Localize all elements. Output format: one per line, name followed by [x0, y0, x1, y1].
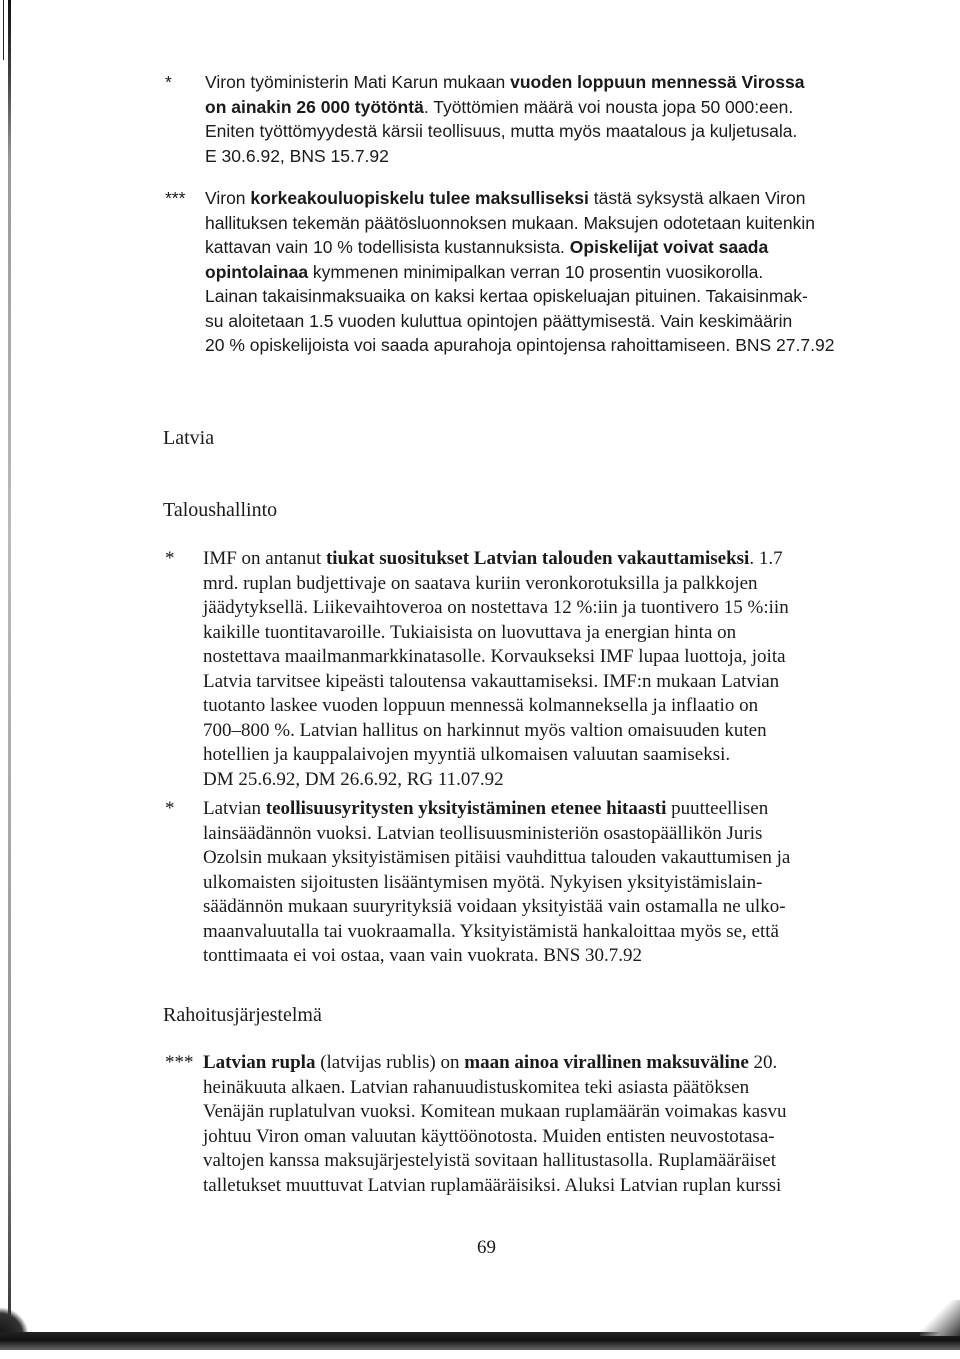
item-text: IMF on antanut tiukat suositukset Latvian talouden vakauttamiseksi. 1.7 mrd. ruplan budjettivaje on saatava kuriin veronkorotuksilla ja palkkojen jäädytyksellä. Liikevaihtoveroa on nostettava 12 %:iin ja tuontivero 15 %:iin kaikille tuontitavaroille. Tukiaisista on luovuttava ja energian hinta on nostettava maailmanmarkkinatasolle. Korvaukseksi IMF lupaa luottoja, joita Latvia tarvitsee kipeästi taloutensa vakauttamiseksi. IMF:n mukaan Latvian tuotanto laskee vuoden loppuun mennessä kolmanneksella ja inflaatio on 700–800 %. Latvian hallitus on harkinnut myös valtion omaisuuden kuten hotellien ja kauppalaivojen myyntiä ulkomaisen valuutan saamiseksi. DM 25.6.92, DM 26.6.92, RG 11.07.92 [203, 548, 789, 790]
scan-shadow-left-top [3, 0, 4, 60]
item-text: Latvian teollisuusyritysten yksityistäminen etenee hitaasti puutteellisen lainsäädännön vuoksi. Latvian teollisuusministeriön osastopäällikön Juris Ozolsin mukaan yksityistämisen pitäisi vauhdittua talouden vakauttumisen ja ulkomaisten sijoitusten lisääntymisen myötä. Nykyisen yksityistämislain- säädännön mukaan suuryrityksiä voidaan yksityistää vain ostamalla ne ulko- maanvaluutalla tai vuokraamalla. Yksityistämistä hankaloittaa myös se, että tonttimaata ei voi ostaa, vaan vain vuokrata. BNS 30.7.92 [203, 798, 791, 966]
page-number: 69 [477, 1237, 496, 1258]
item-text: Viron työministerin Mati Karun mukaan vuoden loppuun mennessä Virossa on ainakin 26 000 työtöntä. Työttömien määrä voi nousta jopa 50 000:een. Eniten työttömyydestä kärsii teollisuus, mutta myös maatalous ja kuljetusala. E 30.6.92, BNS 15.7.92 [205, 72, 805, 166]
item-text-segment: Viron työministerin Mati Karun mukaan [205, 72, 511, 92]
scan-shadow-corner-right [920, 1300, 960, 1336]
item-text-segment-bold: vuoden loppuun mennessä Virossa [510, 72, 805, 92]
item-marker: *** [165, 188, 186, 208]
section-heading-economy: Taloushallinto [163, 499, 278, 521]
item-text-segment-bold: on ainakin 26 000 työtöntä [205, 96, 424, 117]
item-text: Viron korkeakouluopiskelu tulee maksulliseksi tästä syksystä alkaen Viron hallituksen tekemän päätösluonnoksen mukaan. Maksujen odotetaan kuitenkin kattavan vain 10 % todellisista kustannuksista. Opiskelijat voivat saada opintolainaa kymmenen minimipalkan verran 10 prosentin vuosikorolla. Lainan takaisinmaksuaika on kaksi kertaa opiskeluajan pituinen. Takaisinmak- su aloitetaan 1.5 vuoden kuluttua opintojen päättymisestä. Vain keskimäärin 20 % opiskelijoista voi saada apurahoja opintojensa rahoittamiseen. BNS 27.7.92 [205, 188, 835, 355]
item-marker: *** [165, 1052, 194, 1073]
item-marker: * [165, 548, 175, 569]
section-heading-finance: Rahoitusjärjestelmä [163, 1004, 322, 1026]
item-marker: * [165, 798, 175, 819]
scan-shadow-left [8, 0, 11, 1335]
item-marker: * [165, 72, 172, 92]
item-text: Latvian rupla (latvijas rublis) on maan ainoa virallinen maksuväline 20. heinäkuuta alkaen. Latvian rahanuudistuskomitea teki asiasta päätöksen Venäjän ruplatulvan vuoksi. Komitean mukaan ruplamäärän voimakas kasvu johtuu Viron oman valuutan käyttöönotosta. Muiden entisten neuvostotasa- valtojen kanssa maksujärjestelyistä sovitaan hallitustasolla. Ruplamääräiset talletukset muuttuvat Latvian ruplamääräisiksi. Aluksi Latvian ruplan kurssi [203, 1052, 787, 1196]
scan-shadow-bottom [0, 1332, 960, 1350]
section-heading-country: Latvia [163, 427, 215, 449]
